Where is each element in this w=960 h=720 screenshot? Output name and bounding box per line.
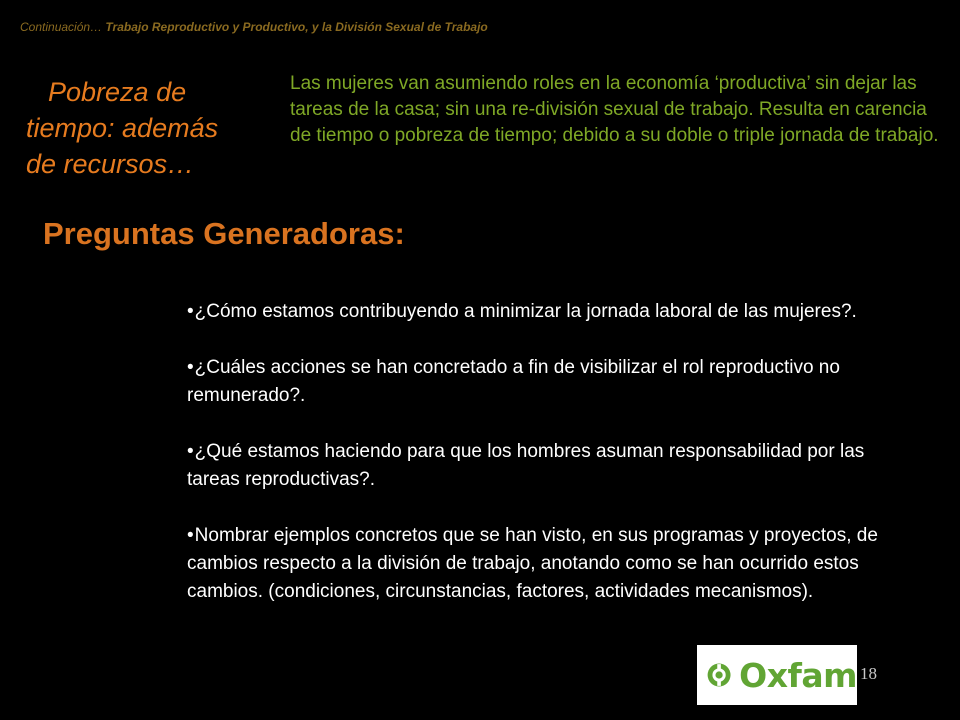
bullet-icon: • [187,301,194,322]
header-title: Trabajo Reproductivo y Productivo, y la División Sexual de Trabajo [105,20,488,34]
oxfam-logo-text: Oxfam [739,655,857,695]
page-number: 18 [860,664,877,683]
question-item [187,354,922,410]
question-text: Nombrar ejemplos concretos que se han visto, en sus programas y proyectos, de cambios respecto a la división de trabajo, anotando como se han ocurrido estos cambios. (condiciones, circunstancias, factores, actividades mecanismos). [187,525,878,602]
question-text: ¿Cuáles acciones se han concretado a fin de visibilizar el rol reproductivo no remunerado?. [187,357,840,406]
intro-paragraph: Las mujeres van asumiendo roles en la economía ‘productiva’ sin dejar las tareas de la casa; sin una re-división sexual de trabajo. Resulta en carencia de tiempo o pobreza de tiempo; debido a su doble o triple jornada de trabajo. [290,73,939,146]
question-text: ¿Cómo estamos contribuyendo a minimizar la jornada laboral de las mujeres?. [194,301,857,322]
section-title: Preguntas Generadoras: [43,216,405,251]
side-title-line-2: tiempo: además [26,113,219,143]
bullet-icon: • [187,357,194,378]
oxfam-logo-icon [707,655,731,695]
bullet-icon: • [187,525,194,546]
oxfam-logo [697,645,857,705]
question-item [187,522,922,606]
question-item [187,438,922,494]
bullet-icon: • [187,441,194,462]
slide-header [20,20,488,34]
side-title-line-1: Pobreza de [48,77,187,107]
question-item [187,298,922,326]
side-title-line-3: de recursos… [26,149,195,179]
question-text: ¿Qué estamos haciendo para que los hombres asuman responsabilidad por las tareas reproductivas?. [187,441,865,490]
header-prefix: Continuación… [20,20,103,34]
side-title [26,74,286,182]
questions-list [187,298,922,606]
